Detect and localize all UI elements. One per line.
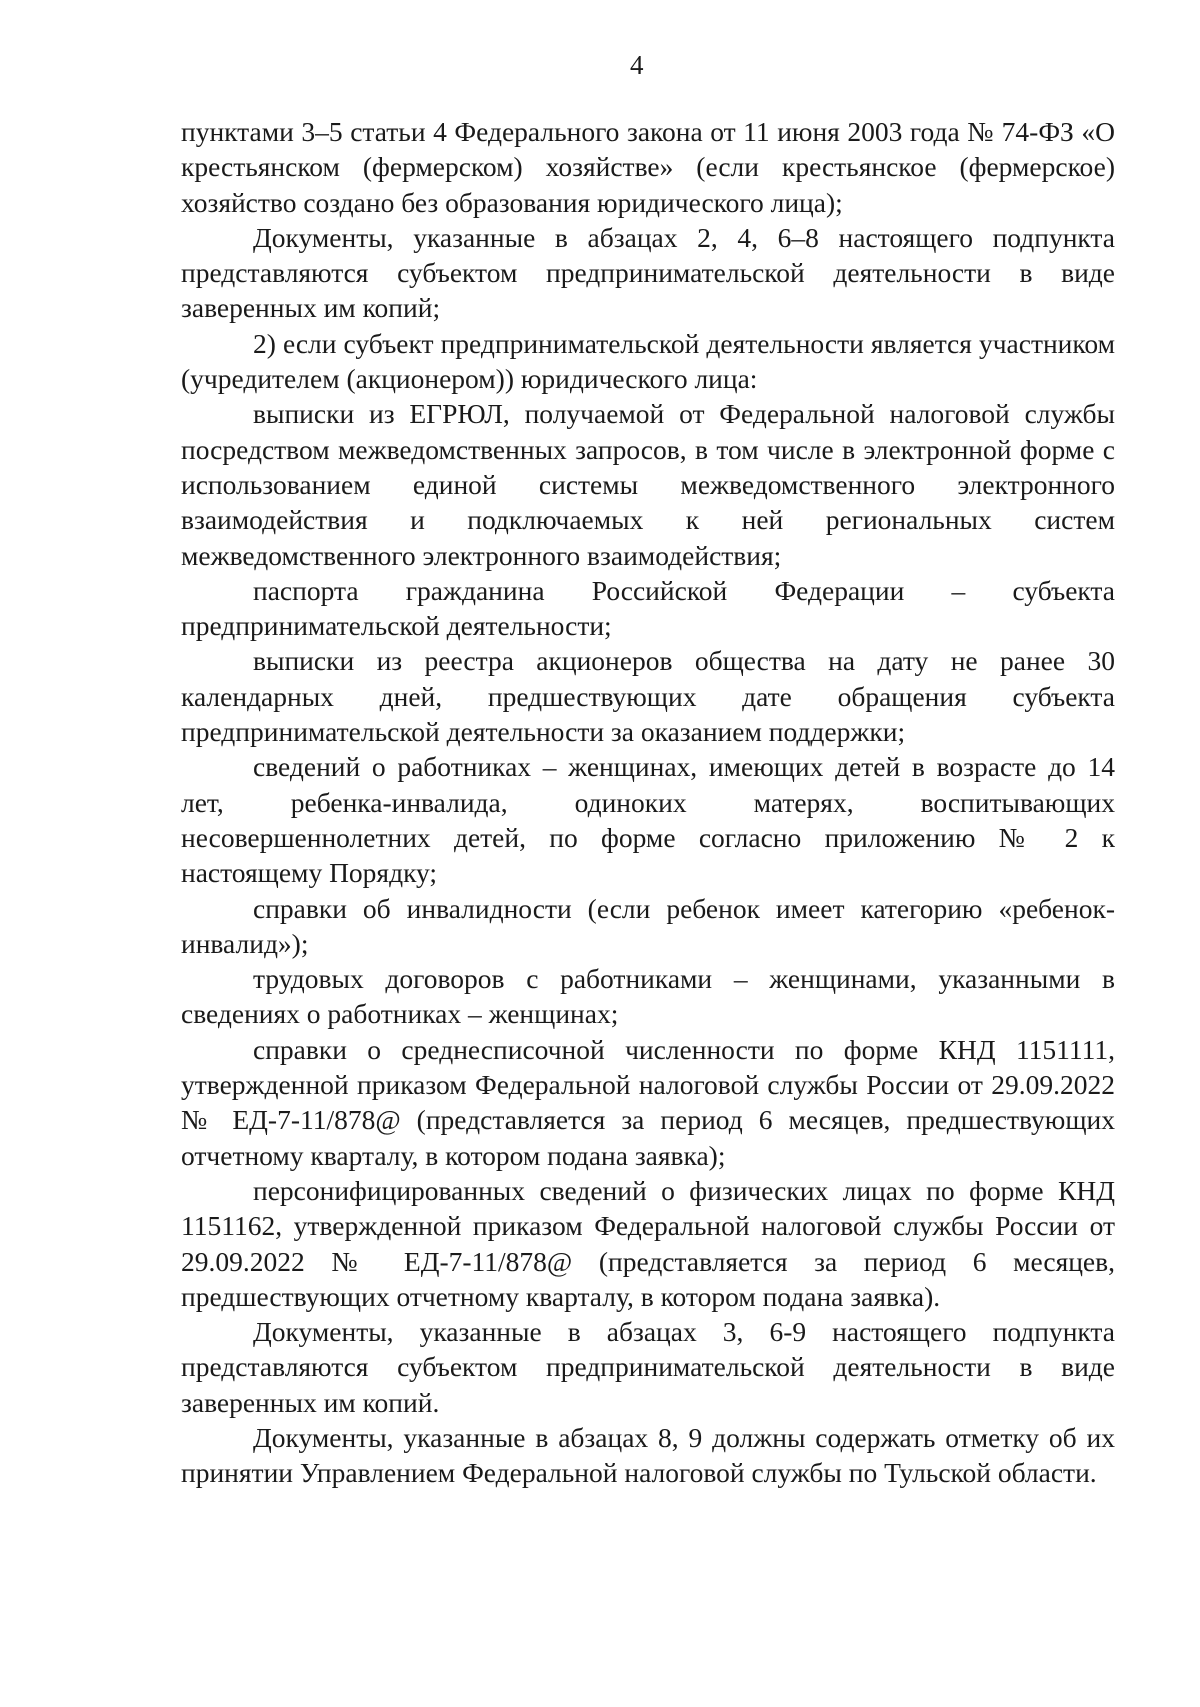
paragraph: справки о среднесписочной численности по форме КНД 1151111, утвержденной приказом Федеральной налоговой службы России от 29.09.2022 № ЕД-7-11/878@ (представляется за период 6 месяцев, предшествующих отчетному кварталу, в котором подана заявка); bbox=[181, 1033, 1115, 1171]
paragraph: справки об инвалидности (если ребенок имеет категорию «ребенок-инвалид»); bbox=[181, 892, 1115, 959]
page-number: 4 bbox=[630, 50, 644, 80]
paragraph: 2) если субъект предпринимательской деятельности является участником (учредителем (акционером)) юридического лица: bbox=[181, 327, 1115, 395]
paragraph: персонифицированных сведений о физических лицах по форме КНД 1151162, утвержденной приказом Федеральной налоговой службы России от 29.09.2022 № ЕД-7-11/878@ (представляется за период 6 месяцев, предшествующих отчетному кварталу, в котором подана заявка). bbox=[181, 1174, 1115, 1312]
paragraph: Документы, указанные в абзацах 2, 4, 6–8 настоящего подпункта представляются субъектом предпринимательской деятельности в виде заверенных им копий; bbox=[181, 221, 1115, 324]
paragraph: сведений о работниках – женщинах, имеющих детей в возрасте до 14 лет, ребенка-инвалида, одиноких матерях, воспитывающих несовершеннолетних детей, по форме согласно приложению № 2 к настоящему Порядку; bbox=[181, 751, 1115, 889]
paragraph: паспорта гражданина Российской Федерации – субъекта предпринимательской деятельности; bbox=[181, 574, 1115, 642]
paragraph: трудовых договоров с работниками – женщинами, указанными в сведениях о работниках – женщинах; bbox=[181, 963, 1115, 1030]
paragraph: Документы, указанные в абзацах 3, 6-9 настоящего подпункта представляются субъектом предпринимательской деятельности в виде заверенных им копий. bbox=[181, 1316, 1115, 1418]
document-body bbox=[181, 114, 1115, 1491]
paragraph: выписки из реестра акционеров общества на дату не ранее 30 календарных дней, предшествующих дате обращения субъекта предпринимательской деятельности за оказанием поддержки; bbox=[181, 645, 1115, 748]
paragraph: Документы, указанные в абзацах 8, 9 должны содержать отметку об их принятии Управлением Федеральной налоговой службы по Тульской области. bbox=[181, 1421, 1115, 1489]
paragraph: выписки из ЕГРЮЛ, получаемой от Федеральной налоговой службы посредством межведомственных запросов, в том числе в электронной форме с использованием единой системы межведомственного электронного взаимодействия и подключаемых к ней региональных систем межведомственного электронного взаимодействия; bbox=[181, 398, 1115, 571]
paragraph-continuation: пунктами 3–5 статьи 4 Федерального закона от 11 июня 2003 года № 74-ФЗ «О крестьянском (фермерском) хозяйстве» (если крестьянское (фермерское) хозяйство создано без образования юридического лица); bbox=[181, 116, 1115, 218]
